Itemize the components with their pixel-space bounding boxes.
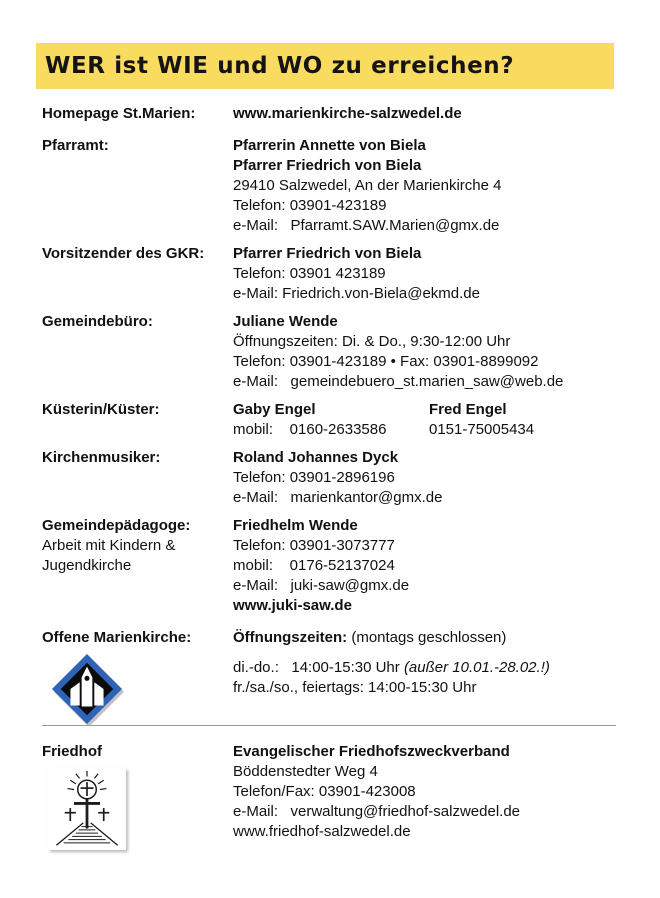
cemetery-cross-icon xyxy=(48,768,126,850)
kuester-name-2: Fred Engel xyxy=(429,401,507,418)
offene-marienkirche-times-1-text: di.-do.: 14:00-15:30 Uhr xyxy=(233,659,404,676)
offene-marienkirche-times-1 xyxy=(233,658,622,678)
gemeindepaedagoge-email: e-Mail: juki-saw@gmx.de xyxy=(233,577,410,594)
offene-marienkirche-label: Offene Marienkirche: xyxy=(42,629,192,646)
pfarramt-phone: Telefon: 03901-423189 xyxy=(233,197,387,214)
pfarramt-label: Pfarramt: xyxy=(42,137,109,154)
gkr-email: e-Mail: Friedrich.von-Biela@ekmd.de xyxy=(233,285,480,302)
section-pfarramt xyxy=(42,136,622,236)
gemeindepaedagoge-name: Friedhelm Wende xyxy=(233,517,358,534)
open-church-diamond-icon xyxy=(48,653,126,725)
gemeindebuero-name: Juliane Wende xyxy=(233,313,338,330)
homepage-url: www.marienkirche-salzwedel.de xyxy=(233,105,462,122)
section-friedhof xyxy=(42,742,622,850)
gkr-name: Pfarrer Friedrich von Biela xyxy=(233,245,422,262)
friedhof-org: Evangelischer Friedhofszweckverband xyxy=(233,743,510,760)
gemeindebuero-label: Gemeindebüro: xyxy=(42,313,153,330)
gkr-phone: Telefon: 03901 423189 xyxy=(233,265,386,282)
friedhof-address: Böddenstedter Weg 4 xyxy=(233,763,378,780)
gemeindepaedagoge-sublabel-2: Jugendkirche xyxy=(42,557,132,574)
kirchenmusiker-label: Kirchenmusiker: xyxy=(42,449,161,466)
offene-marienkirche-hours-line xyxy=(233,628,622,648)
gemeindepaedagoge-mobile: mobil: 0176-52137024 xyxy=(233,557,395,574)
gemeindebuero-hours: Öffnungszeiten: Di. & Do., 9:30-12:00 Uhr xyxy=(233,333,511,350)
section-kirchenmusiker xyxy=(42,448,622,508)
gkr-label: Vorsitzender des GKR: xyxy=(42,245,205,262)
pfarramt-name-2: Pfarrer Friedrich von Biela xyxy=(233,157,422,174)
gemeindepaedagoge-website: www.juki-saw.de xyxy=(233,597,352,614)
section-divider xyxy=(42,725,616,726)
section-offene-marienkirche xyxy=(42,628,622,725)
section-gkr xyxy=(42,244,622,304)
pfarramt-name-1: Pfarrerin Annette von Biela xyxy=(233,137,426,154)
kuester-mobile-row xyxy=(233,420,622,440)
gemeindepaedagoge-label: Gemeindepädagoge: xyxy=(42,517,191,534)
page-title-band xyxy=(36,43,614,89)
pfarramt-address: 29410 Salzwedel, An der Marienkirche 4 xyxy=(233,177,502,194)
offene-marienkirche-times-2: fr./sa./so., feiertags: 14:00-15:30 Uhr xyxy=(233,679,477,696)
gemeindepaedagoge-sublabel-1: Arbeit mit Kindern & xyxy=(42,537,176,554)
offene-marienkirche-hours-note: (montags geschlossen) xyxy=(347,629,507,646)
kirchenmusiker-phone: Telefon: 03901-2896196 xyxy=(233,469,395,486)
kuester-name-1: Gaby Engel xyxy=(233,401,316,418)
section-homepage xyxy=(42,104,622,124)
kirchenmusiker-email: e-Mail: marienkantor@gmx.de xyxy=(233,489,443,506)
gemeindebuero-phone-fax: Telefon: 03901-423189 • Fax: 03901-8899092 xyxy=(233,353,539,370)
offene-marienkirche-hours-label: Öffnungszeiten: xyxy=(233,629,348,646)
section-gemeindebuero xyxy=(42,312,622,392)
section-kuester xyxy=(42,400,622,440)
offene-marienkirche-times-1-note: (außer 10.01.-28.02.!) xyxy=(403,659,550,676)
page-title: WER ist WIE und WO zu erreichen? xyxy=(45,53,515,79)
gemeindebuero-email: e-Mail: gemeindebuero_st.marien_saw@web.de xyxy=(233,373,564,390)
section-gemeindepaedagoge xyxy=(42,516,622,616)
kuester-mobile-2: 0151-75005434 xyxy=(429,421,535,438)
pfarramt-email: e-Mail: Pfarramt.SAW.Marien@gmx.de xyxy=(233,217,500,234)
friedhof-website: www.friedhof-salzwedel.de xyxy=(233,823,411,840)
homepage-label: Homepage St.Marien: xyxy=(42,105,196,122)
contact-sections xyxy=(42,104,622,858)
friedhof-label: Friedhof xyxy=(42,743,102,760)
kirchenmusiker-name: Roland Johannes Dyck xyxy=(233,449,399,466)
kuester-mobile-1: mobil: 0160-2633586 xyxy=(233,421,387,438)
friedhof-email: e-Mail: verwaltung@friedhof-salzwedel.de xyxy=(233,803,521,820)
friedhof-phone-fax: Telefon/Fax: 03901-423008 xyxy=(233,783,416,800)
gemeindepaedagoge-phone: Telefon: 03901-3073777 xyxy=(233,537,395,554)
kuester-names-row xyxy=(233,400,622,420)
kuester-label: Küsterin/Küster: xyxy=(42,401,160,418)
